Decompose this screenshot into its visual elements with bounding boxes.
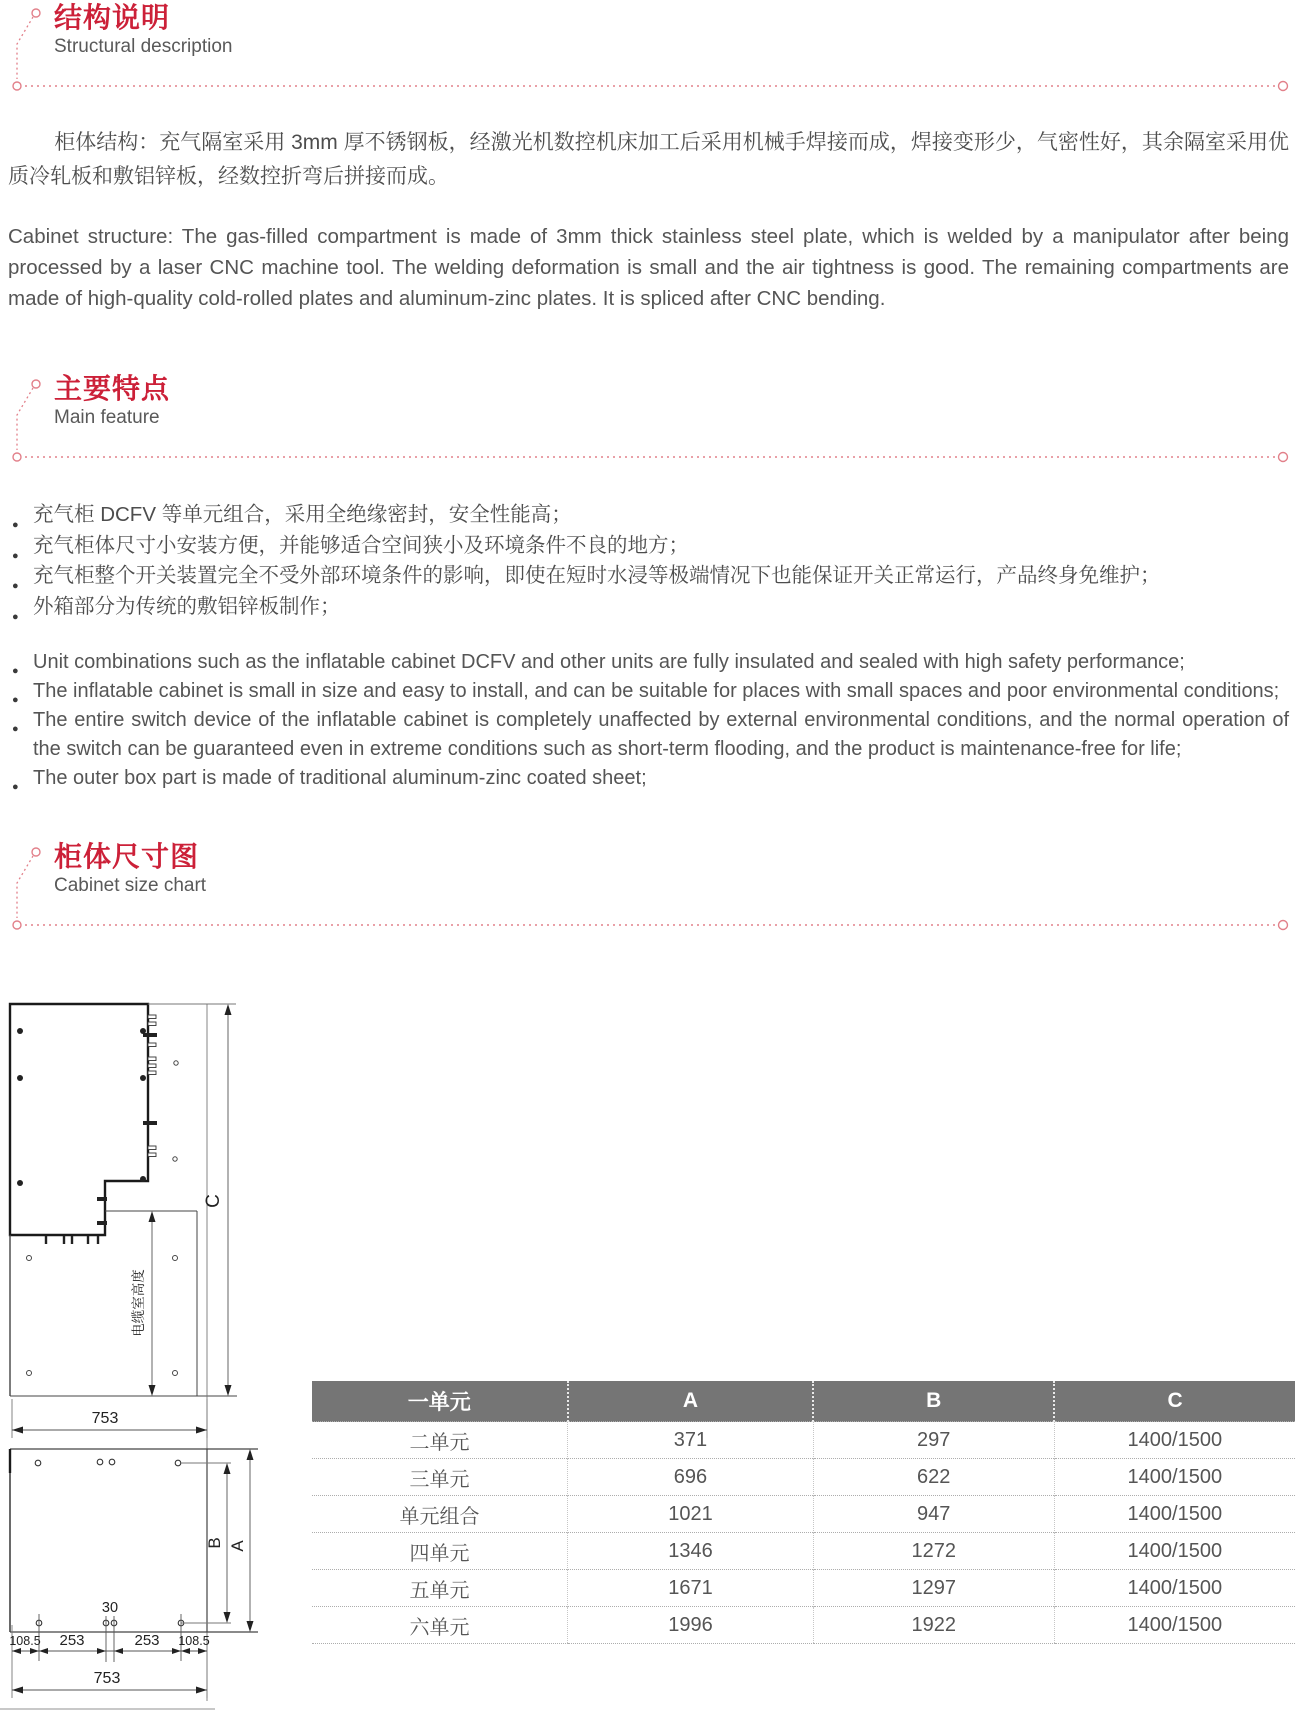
section-title-en: Structural description [54,36,233,57]
feature-item-zh: ● 充气柜体尺寸小安装方便，并能够适合空间狭小及环境条件不良的地方； [12,531,1289,562]
table-row [312,1533,1295,1570]
cabinet-size-table [312,1381,1295,1644]
cell-a: 1671 [568,1570,814,1607]
section-title-zh: 主要特点 [54,373,171,404]
cell-a: 1996 [568,1607,814,1644]
cell-unit: 二单元 [312,1422,568,1459]
dimension-bottom-width [12,1670,207,1694]
cell-unit: 三单元 [312,1459,568,1496]
cell-a: 696 [568,1459,814,1496]
cell-unit: 四单元 [312,1533,568,1570]
cell-a: 1346 [568,1533,814,1570]
cell-unit: 单元组合 [312,1496,568,1533]
dimension-a [228,1449,254,1632]
dimensions-content-row [0,961,1297,1716]
col-header-b: B [813,1381,1054,1422]
dimension-b [181,1463,231,1623]
section-titles [54,2,232,59]
dim-label-hole-gap: 30 [101,1600,119,1616]
cell-b: 1297 [813,1570,1054,1607]
dimension-cable-room-height [130,1211,156,1396]
structural-paragraph-zh: 柜体结构：充气隔室采用 3mm 厚不锈钢板，经激光机数控机床加工后采用机械手焊接而成，焊接变形少，气密性好，其余隔室采用优质冷轧板和敷铝锌板，经数控折弯后拼接而成。 [8,131,1289,188]
cell-c: 1400/1500 [1054,1570,1295,1607]
feature-list-en [0,648,1297,793]
col-header-a: A [568,1381,814,1422]
section-title-zh: 柜体尺寸图 [54,841,200,872]
dim-label-c: C [203,1194,224,1208]
section-title-en: Main feature [54,407,160,428]
cell-b: 622 [813,1459,1054,1496]
dim-label-cable-room-height: 电缆室高度 [131,1269,146,1337]
size-table-wrap [312,1381,1297,1644]
col-header-unit: 一单元 [312,1381,568,1422]
feature-item-en: ● Unit combinations such as the inflatable cabinet DCFV and other units are fully insulated and sealed with high safety performance; [12,648,1289,677]
cell-a: 1021 [568,1496,814,1533]
cell-unit: 六单元 [312,1607,568,1644]
dim-label-offset-right: 108.5 [178,1634,210,1648]
cell-c: 1400/1500 [1054,1496,1295,1533]
table-row [312,1570,1295,1607]
feature-item-zh: ● 充气柜整个开关装置完全不受外部环境条件的影响，即使在短时水浸等极端情况下也能保证开关正常运行，产品终身免维护； [12,561,1289,592]
structural-paragraph-en: Cabinet structure: The gas-filled compartment is made of 3mm thick stainless steel plate, which is welded by a manipulator after being processed by a laser CNC machine tool. The welding deformation is small and the air tightness is good. The remaining compartments are made of high-quality cold-rolled plates and aluminum-zinc plates. It is spliced after CNC bending. [8,225,1289,310]
dim-label-pitch-right: 253 [134,1632,160,1649]
table-header-row [312,1381,1295,1422]
dim-label-offset-left: 108.5 [9,1634,41,1648]
section-structural-header [0,0,1297,96]
cell-c: 1400/1500 [1054,1533,1295,1570]
cabinet-dimension-drawing [0,961,312,1716]
dimension-top-width [12,1399,207,1438]
cell-b: 1922 [813,1607,1054,1644]
section-features-header [0,371,1297,467]
table-row [312,1607,1295,1644]
feature-item-zh: ● 充气柜 DCFV 等单元组合，采用全绝缘密封，安全性能高； [12,500,1289,531]
section-titles [54,373,170,430]
dim-label-bottom-width: 753 [93,1670,121,1687]
feature-list-zh [0,500,1297,622]
col-header-c: C [1054,1381,1295,1422]
dim-label-pitch-left: 253 [59,1632,85,1649]
table-row [312,1422,1295,1459]
dim-label-b: B [205,1537,224,1549]
cell-b: 947 [813,1496,1054,1533]
side-view-hardware [17,1015,178,1376]
cell-c: 1400/1500 [1054,1607,1295,1644]
dim-label-top-width: 753 [91,1410,119,1427]
feature-item-en: ● The inflatable cabinet is small in size and easy to install, and can be suitable for places with small spaces and poor environmental conditions; [12,677,1289,706]
cell-c: 1400/1500 [1054,1459,1295,1496]
section-title-zh: 结构说明 [54,2,171,33]
feature-item-en: ● The outer box part is made of traditional aluminum-zinc coated sheet; [12,764,1289,793]
cell-a: 371 [568,1422,814,1459]
feature-item-zh: ● 外箱部分为传统的敷铝锌板制作； [12,592,1289,623]
dim-label-a: A [228,1540,247,1552]
cabinet-dimension-svg [0,961,310,1716]
dimension-c [148,1004,236,1701]
cell-b: 1272 [813,1533,1054,1570]
cell-c: 1400/1500 [1054,1422,1295,1459]
section-titles [54,841,206,898]
section-dimensions-header [0,839,1297,935]
section-title-en: Cabinet size chart [54,875,207,896]
table-row [312,1459,1295,1496]
table-row [312,1496,1295,1533]
section-divider-decoration [0,371,1297,467]
feature-item-en: ● The entire switch device of the inflatable cabinet is completely unaffected by external environmental conditions, and the normal operation of the switch can be guaranteed even in extreme conditions such as short-term flooding, and the product is maintenance-free for life; [12,706,1289,764]
cell-b: 297 [813,1422,1054,1459]
cell-unit: 五单元 [312,1570,568,1607]
